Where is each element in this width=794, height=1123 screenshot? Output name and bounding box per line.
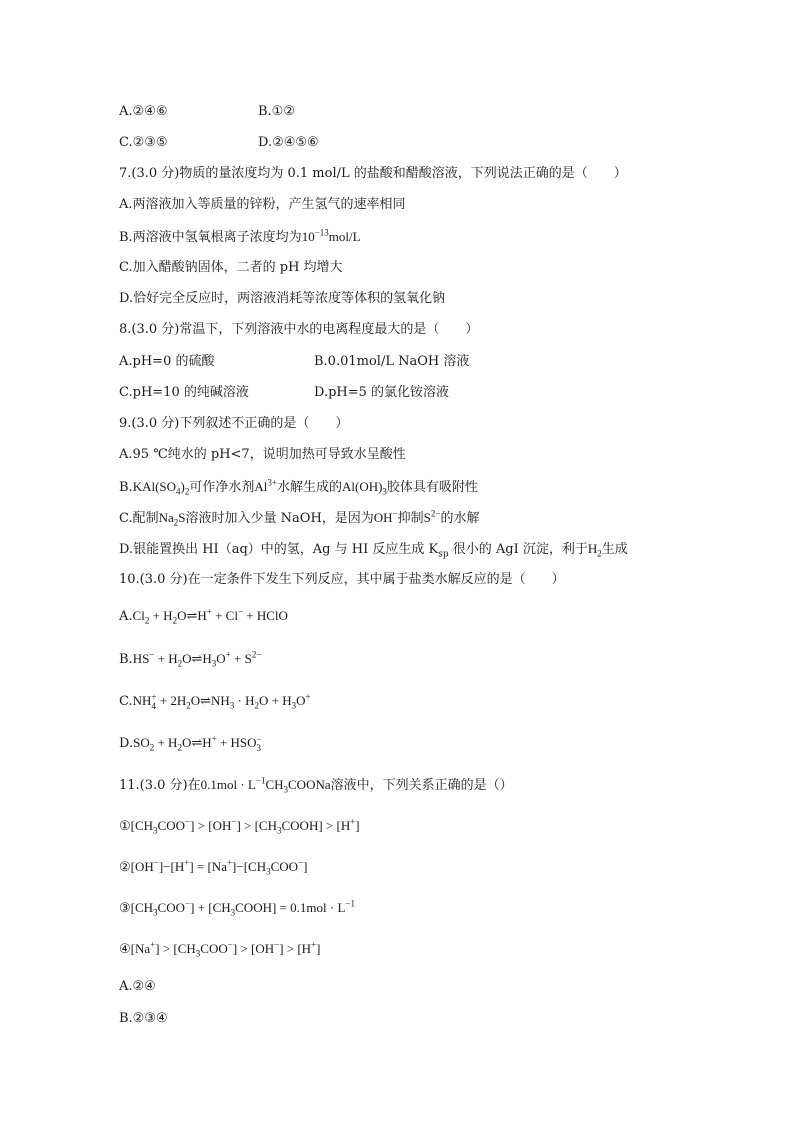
formula-part: Na [158, 510, 174, 525]
option-letter: A. [119, 609, 133, 624]
formula-part: H [587, 541, 598, 556]
q11-relation-3 [119, 899, 355, 918]
ion-charge: 3+ [267, 477, 277, 488]
formula-sub: 3 [283, 784, 289, 795]
text: 很小的 AgI 沉淀，利于 [448, 542, 588, 557]
text: 胶体具有吸附性 [386, 480, 478, 495]
formula-part: Al [254, 479, 268, 494]
text: 水解生成的 [276, 480, 342, 495]
ion-s2 [424, 510, 441, 525]
ion-charge: − [392, 508, 398, 519]
q9-option-a: A.95 ℃纯水的 pH<7，说明加热可导致水呈酸性 [119, 447, 406, 462]
q6-option-a: A.②④⑥ [119, 104, 168, 119]
equation-d: $SO_2$ + $H_2O\rightleftharpoons H^+$ + HSO − 3 [133, 733, 262, 754]
formula-na2s [158, 510, 186, 528]
q10-stem: 10.(3.0 分)在一定条件下发生下列反应，其中属于盐类水解反应的是（ ） [119, 572, 565, 587]
concentration [200, 775, 331, 795]
equation-c: NH + 4 + $2H_2O\rightleftharpoons NH_3 \cdot H_2O + H_3O^+$ [132, 691, 311, 712]
q11-relation-1 [119, 817, 360, 836]
formula-part: ) [180, 479, 185, 494]
q7-stem: 7.(3.0 分)物质的量浓度均为 0.1 mol/L 的盐酸和醋酸溶液，下列说法正确的是（ ） [119, 166, 627, 181]
formula-part: 0.1mol · L [200, 777, 256, 792]
option-letter: B. [119, 652, 133, 667]
formula-al-oh3 [341, 479, 387, 497]
formula-part: COONa [288, 777, 331, 792]
circled-number: ③ [119, 901, 131, 916]
q7-option-a: A.两溶液加入等质量的锌粉，产生氢气的速率相同 [119, 197, 406, 212]
formula-sub: 4 [176, 486, 181, 497]
ksp-sub: sp [438, 549, 449, 560]
formula-sub: 2 [173, 517, 179, 528]
circled-number: ① [119, 819, 131, 834]
ion-oh [374, 510, 398, 525]
q7-option-b [119, 228, 361, 247]
option-letter: B. [119, 480, 133, 495]
q10-option-c [119, 692, 311, 711]
q11-stem [119, 776, 513, 795]
q7-option-b-value [302, 229, 361, 244]
q8-option-d: D.pH=5 的氯化铵溶液 [314, 385, 450, 400]
q8-option-a: A.pH=0 的硫酸 [119, 354, 215, 369]
relation-4-formula: $[Na^+] > [CH_3COO^-] > [OH^-] > [H^+]$ [130, 939, 321, 959]
text: C.配制 [119, 511, 159, 526]
formula-sub: 2 [597, 548, 602, 559]
q8-option-b: B.0.01mol/L NaOH 溶液 [314, 354, 470, 369]
q9-option-b [119, 478, 478, 497]
text: 的水解 [440, 511, 480, 526]
text: 抑制 [397, 511, 424, 526]
q11-option-b: B.②③④ [119, 1011, 168, 1026]
formula-part: Al(OH) [341, 479, 383, 494]
q9-option-d [119, 540, 628, 559]
q7-option-c: C.加入醋酸钠固体，二者的 pH 均增大 [119, 260, 343, 275]
q10-option-d [119, 734, 262, 753]
q6-option-d: D.②④⑤⑥ [258, 135, 319, 150]
text: 溶液中，下列关系正确的是（） [330, 778, 513, 793]
relation-2-formula: $[OH^-]-[H^+] = [Na^+]-[CH_3COO^-]$ [130, 857, 308, 877]
ion-charge: 2− [430, 508, 441, 519]
option-letter: D. [119, 736, 134, 751]
formula-sup: −1 [255, 775, 266, 786]
formula-part: S [423, 510, 431, 525]
relation-3-formula: $[CH_3COO^-]$ + $[CH_3COOH] = 0.1mol \cdot L^{-1}$ [130, 898, 355, 918]
exp-base: 10 [301, 229, 315, 244]
equation-a: $Cl_2$ + $H_2O\rightleftharpoons H^+ + Cl^-$ + HClO [132, 606, 288, 626]
formula-h2 [587, 541, 602, 559]
ion-al3 [254, 479, 277, 494]
formula-sub: 2 [184, 486, 190, 497]
formula-part: OH [373, 510, 393, 525]
text: 溶液时加入少量 NaOH，是因为 [185, 511, 374, 526]
exp-power: −13 [314, 227, 329, 238]
q7-option-b-text: B.两溶液中氢氧根离子浓度均为 [119, 230, 302, 245]
q6-option-b: B.①② [258, 104, 295, 119]
text: 生成 [601, 542, 628, 557]
text: 可作净水剂 [189, 480, 255, 495]
q11-option-a: A.②④ [119, 979, 156, 994]
formula-part: CH [265, 777, 284, 792]
formula-kal-so4 [132, 479, 190, 497]
relation-1-formula: $[CH_3COO^-] > [OH^-]$ > $[CH_3COOH] > [H^+]$ [130, 816, 360, 836]
q8-option-c: C.pH=10 的纯碱溶液 [119, 385, 249, 400]
q10-option-a [119, 607, 288, 626]
option-letter: C. [119, 694, 133, 709]
q9-stem: 9.(3.0 分)下列叙述不正确的是（ ） [119, 416, 349, 431]
circled-number: ② [119, 860, 131, 875]
formula-part: KAl(SO [132, 479, 177, 494]
equation-b: $HS^- + H_2O\rightleftharpoons H_3O^+ + S^{2-}$ [132, 649, 262, 669]
circled-number: ④ [119, 942, 131, 957]
q6-option-c: C.②③⑤ [119, 135, 168, 150]
formula-part: S [178, 510, 186, 525]
unit: mol/L [328, 229, 361, 244]
text: 11.(3.0 分)在 [119, 778, 201, 793]
q9-option-c [119, 509, 480, 528]
q11-relation-4 [119, 940, 321, 959]
q8-stem: 8.(3.0 分)常温下，下列溶液中水的电离程度最大的是（ ） [119, 322, 479, 337]
formula-sub: 3 [382, 486, 387, 497]
q10-option-b [119, 650, 261, 669]
text: D.银能置换出 HI（aq）中的氢，Ag 与 HI 反应生成 K [119, 542, 439, 557]
q11-relation-2 [119, 858, 307, 877]
q7-option-d: D.恰好完全反应时，两溶液消耗等浓度等体积的氢氧化钠 [119, 291, 446, 306]
